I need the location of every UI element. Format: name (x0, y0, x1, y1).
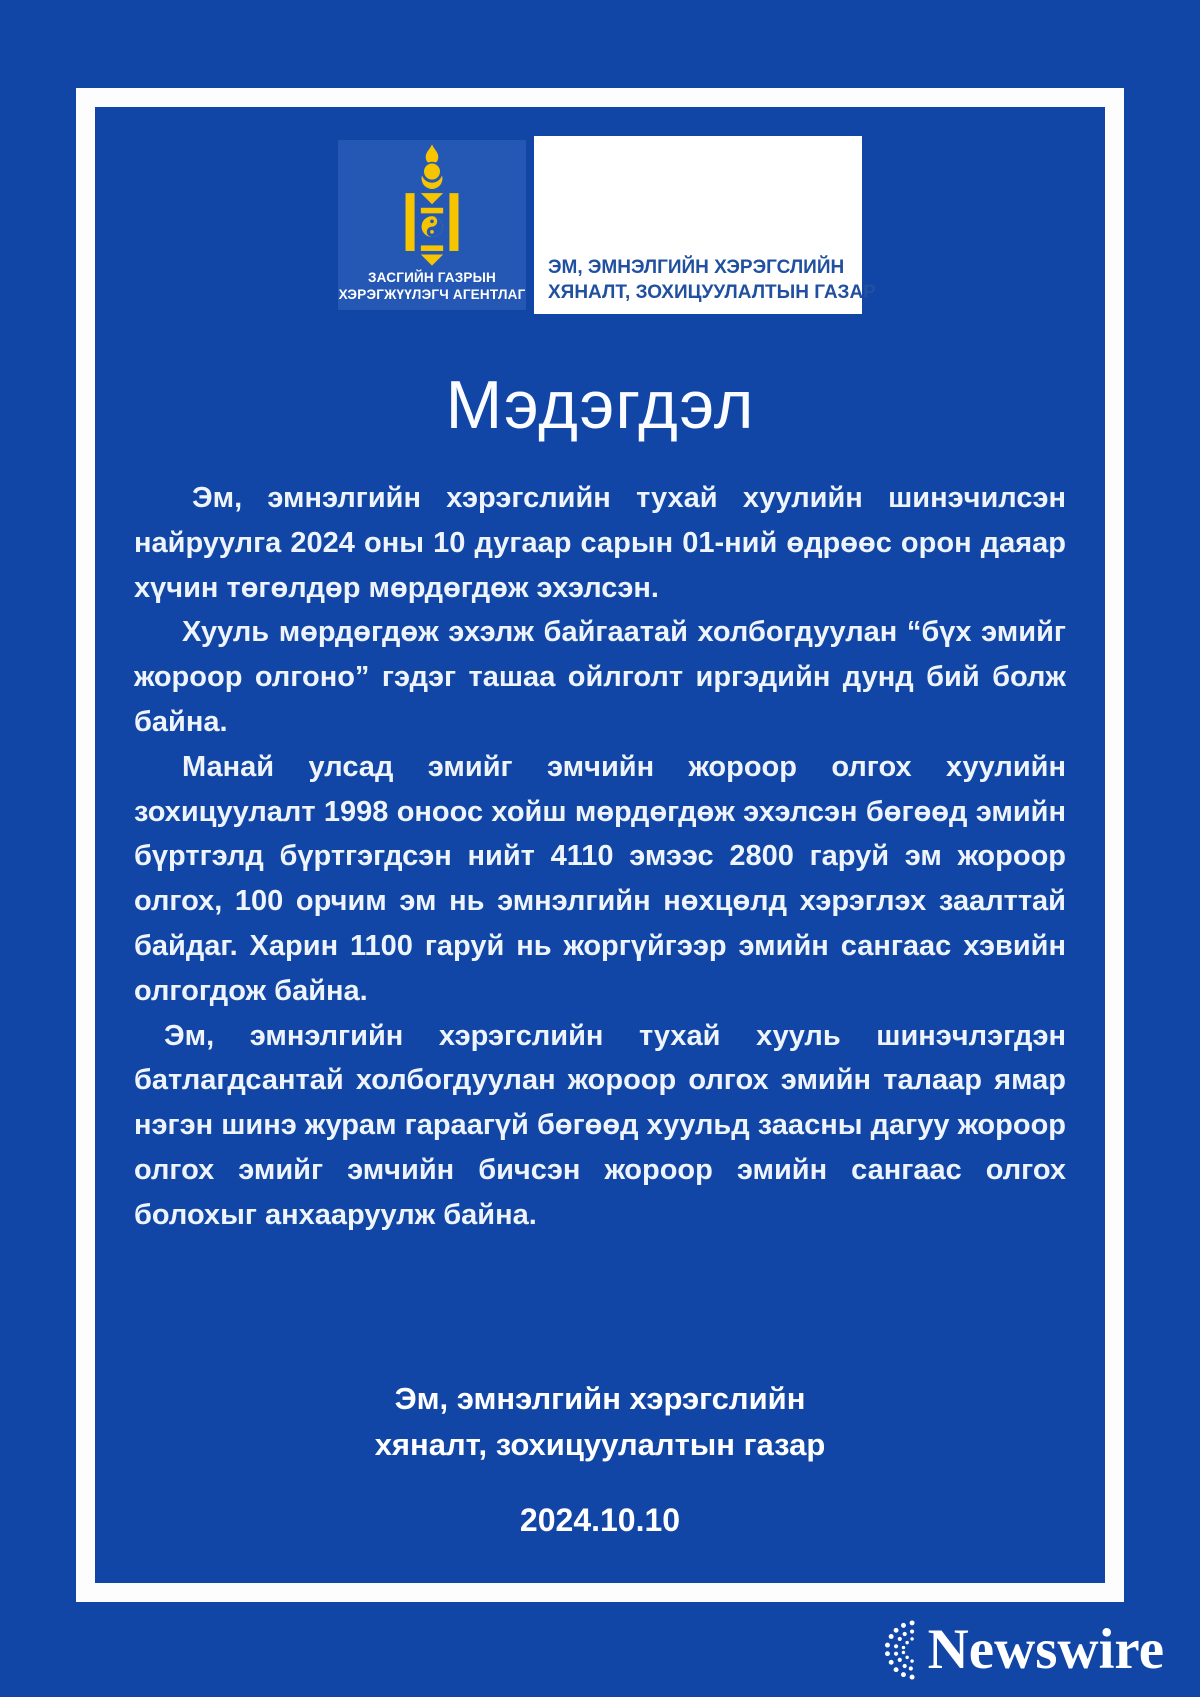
paragraph-2: Хууль мөрдөгдөж эхэлж байгаатай холбогдуулан “бүх эмийг жороор олгоно” гэдэг ташаа ойлголт иргэдийн дунд бий болж байна. (134, 616, 1066, 738)
agency-logo-caption (338, 269, 526, 303)
signature-block (0, 1376, 1200, 1468)
department-logo-caption (548, 255, 876, 305)
department-caption-line1: ЭМ, ЭМНЭЛГИЙН ХЭРЭГСЛИЙН (548, 257, 845, 278)
announcement-date: 2024.10.10 (519, 1502, 681, 1538)
signature-line2: хяналт, зохицуулалтын газар (374, 1427, 826, 1462)
newswire-brand (878, 1612, 1164, 1688)
newswire-wordmark: Newswire (927, 1618, 1164, 1681)
department-logo-card (534, 136, 876, 314)
soyombo-emblem-icon (390, 143, 474, 267)
signature-line1: Эм, эмнэлгийн хэрэгслийн (394, 1381, 806, 1416)
newswire-globe-icon (878, 1618, 924, 1682)
announcement-body (134, 476, 1066, 1238)
paragraph-1: Эм, эмнэлгийн хэрэгслийн тухай хуулийн шинэчилсэн найруулга 2024 оны 10 дугаар сарын 01-ний өдрөөс орон даяар хүчин төгөлдөр мөрдөгдөж эхэлсэн. (134, 482, 1066, 604)
government-agency-logo (338, 140, 526, 310)
header-logos (0, 136, 1200, 314)
page-title: Мэдэгдэл (445, 367, 755, 443)
agency-caption-line1: ЗАСГИЙН ГАЗРЫН (368, 270, 496, 285)
agency-caption-line2: ХЭРЭГЖҮҮЛЭГЧ АГЕНТЛАГ (338, 287, 526, 302)
paragraph-4: Эм, эмнэлгийн хэрэгслийн тухай хууль шинэчлэгдэн батлагдсантай холбогдуулан жороор олгох эмийн талаар ямар нэгэн шинэ журам гараагүй бөгөөд хуульд заасны дагуу жороор олгох эмийг эмчийн бичсэн жороор эмийн сангаас олгох болохыг анхааруулж байна. (134, 1019, 1066, 1231)
paragraph-3: Манай улсад эмийг эмчийн жороор олгох хуулийн зохицуулалт 1998 оноос хойш мөрдөгдөж эхэлсэн бөгөөд эмийн бүртгэлд бүртгэгдсэн нийт 4110 эмээс 2800 гаруй эм жороор олгох, 100 орчим эм нь эмнэлгийн нөхцөлд хэрэглэх заалттай байдаг. Харин 1100 гаруй нь жоргүйгээр эмийн сангаас хэвийн олгогдож байна. (134, 750, 1066, 1007)
department-caption-line2: ХЯНАЛТ, ЗОХИЦУУЛАЛТЫН ГАЗАР (548, 282, 876, 303)
